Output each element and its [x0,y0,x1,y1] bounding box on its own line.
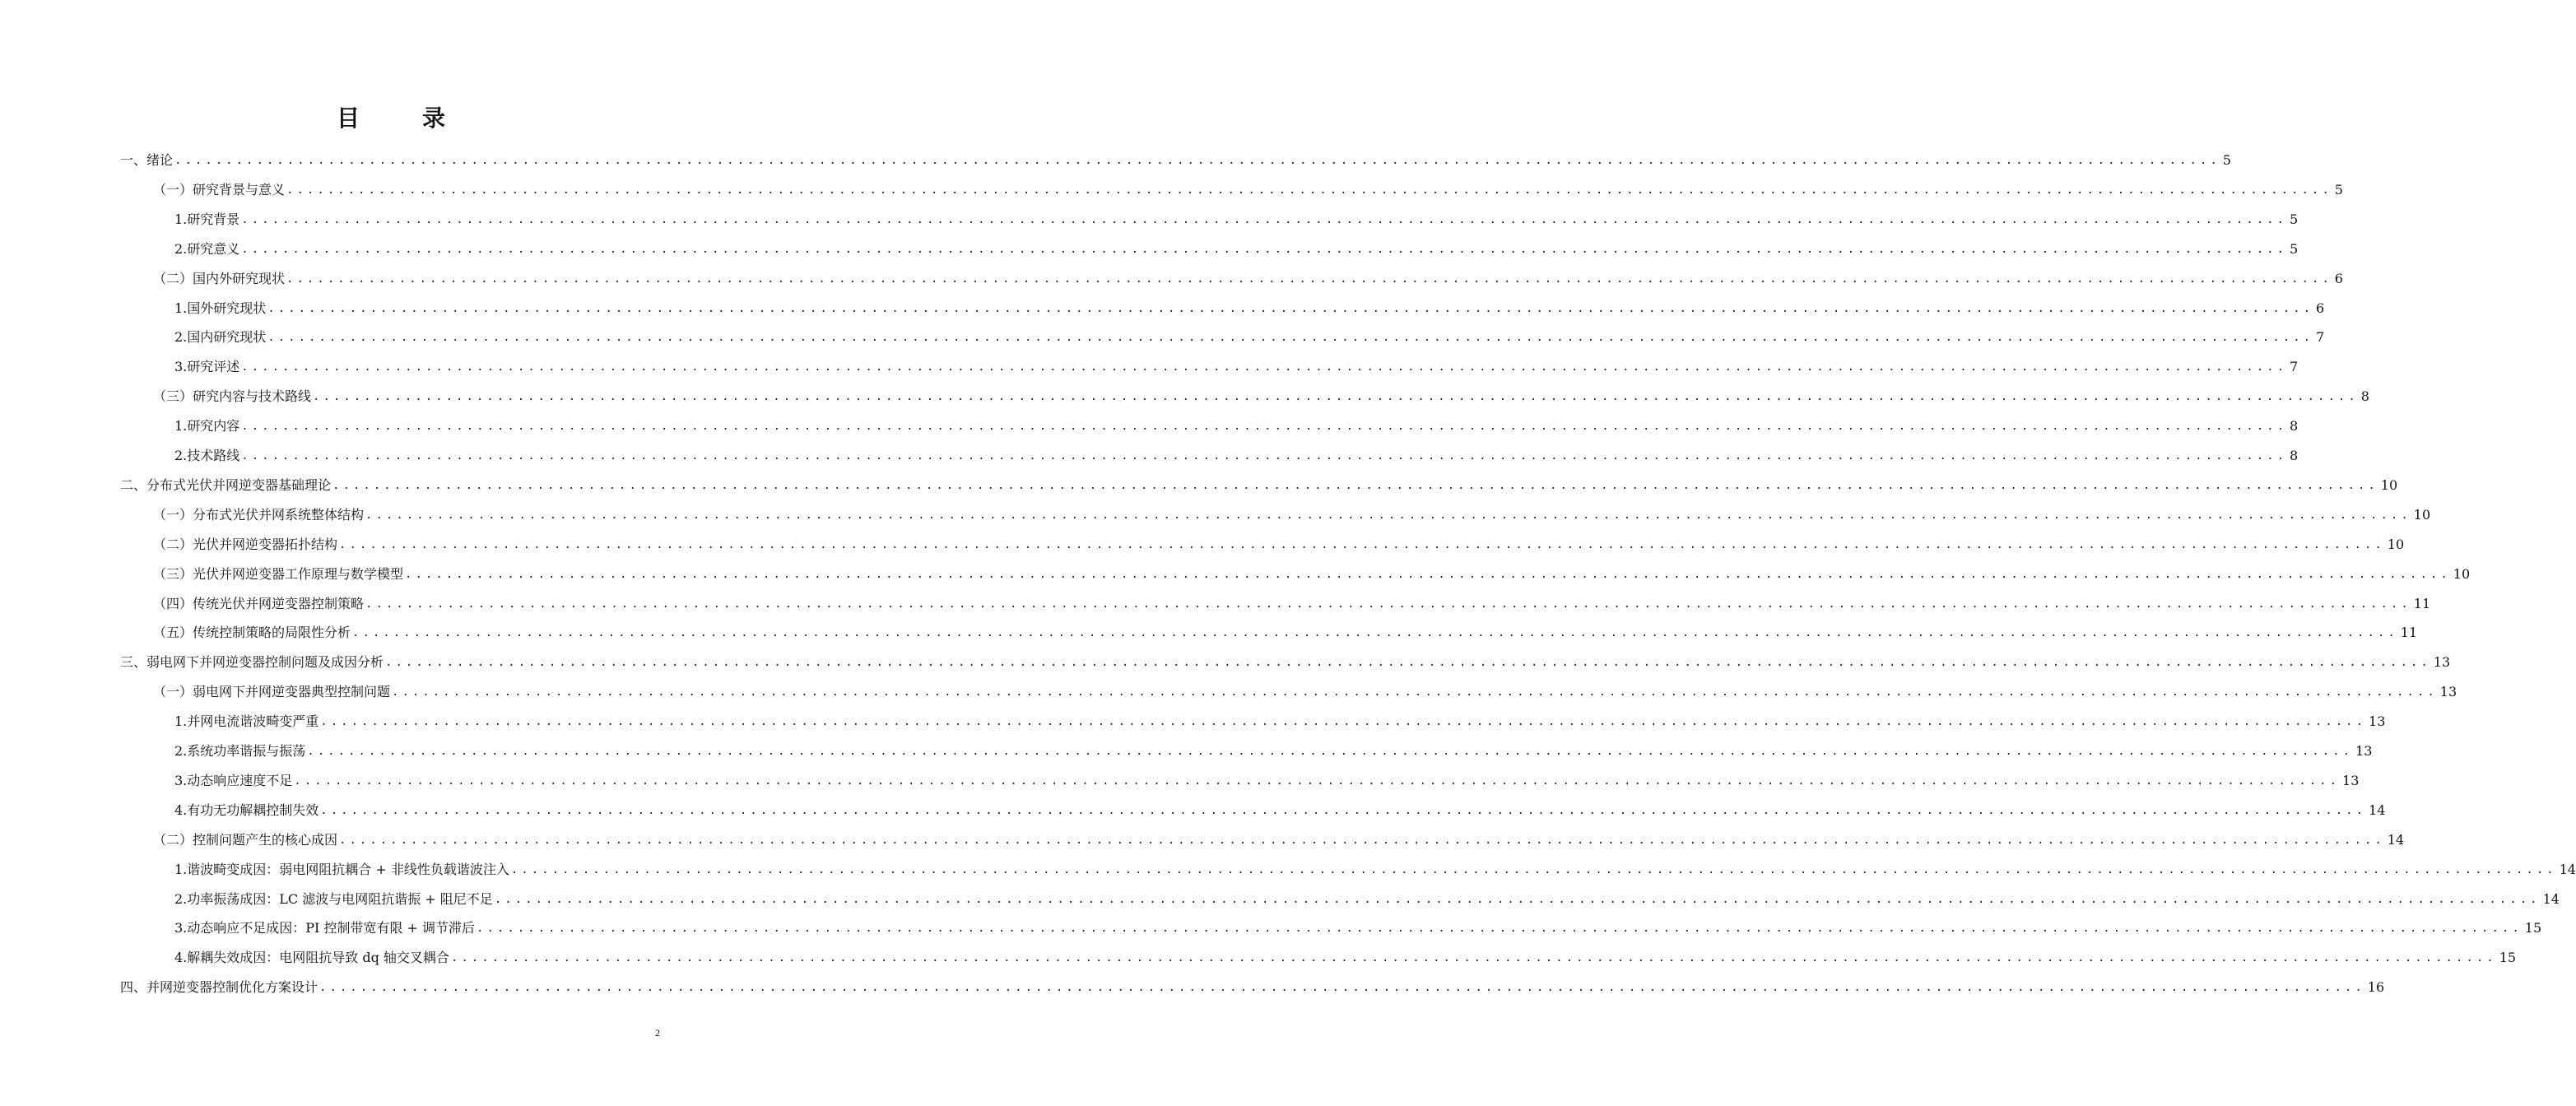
toc-entry-page: 7 [2316,329,2325,346]
toc-entry[interactable] [153,560,2471,589]
toc-leader-dots: ........................................................................................................................................................................................................ [332,478,2378,492]
toc-entry-label: 1.研究内容 [174,418,240,434]
toc-entry-label: （四）传统光伏并网逆变器控制策略 [153,595,365,611]
toc-entry[interactable] [174,411,2299,441]
toc-leader-dots: ........................................................................................................................................................................................................ [286,272,2332,286]
toc-entry-page: 10 [2453,565,2471,582]
toc-entry-page: 14 [2542,890,2560,907]
toc-entry-page: 13 [2439,684,2457,700]
toc-entry[interactable] [153,677,2457,707]
toc-entry[interactable] [153,618,2418,648]
toc-leader-dots: ........................................................................................................................................................................................................ [494,892,2541,906]
toc-entry[interactable] [120,973,2385,1002]
toc-entry[interactable] [153,530,2405,560]
toc-entry-label: （二）光伏并网逆变器拓扑结构 [153,536,338,552]
toc-entry-label: 1.谐波畸变成因：弱电网阻抗耦合 + 非线性负载谐波注入 [174,861,509,877]
toc-entry-page: 5 [2222,152,2231,168]
toc-entry-label: 3.动态响应不足成因：PI 控制带宽有限 + 调节滞后 [174,920,476,936]
toc-entry-label: 四、并网逆变器控制优化方案设计 [120,979,319,996]
toc-entry[interactable] [174,737,2373,766]
toc-entry[interactable] [120,648,2451,677]
toc-leader-dots: ........................................................................................................................................................................................................ [510,862,2557,876]
toc-entry[interactable] [174,352,2299,382]
toc-entry[interactable] [174,913,2542,943]
toc-entry-label: 三、弱电网下并网逆变器控制问题及成因分析 [120,654,384,671]
toc-leader-dots: ........................................................................................................................................................................................................ [320,715,2367,729]
toc-entry-page: 13 [2433,654,2451,671]
toc-leader-dots: ........................................................................................................................................................................................................ [294,774,2341,788]
toc-entry-label: （三）光伏并网逆变器工作原理与数学模型 [153,565,404,582]
toc-entry[interactable] [174,205,2299,235]
toc-leader-dots: ........................................................................................................................................................................................................ [320,803,2367,817]
toc-entry[interactable] [153,589,2431,619]
toc-entry-label: 1.国外研究现状 [174,300,267,316]
toc-entry-label: （二）国内外研究现状 [153,270,286,286]
toc-leader-dots: ........................................................................................................................................................................................................ [477,922,2523,936]
toc-leader-dots: ........................................................................................................................................................................................................ [352,626,2398,640]
toc-entry[interactable] [153,382,2369,411]
toc-entry-page: 8 [2290,448,2299,463]
toc-leader-dots: ........................................................................................................................................................................................................ [450,951,2497,965]
toc-entry[interactable] [153,500,2431,530]
toc-entry-page: 11 [2400,625,2418,641]
toc-entry-page: 8 [2290,418,2299,434]
toc-entry-label: （一）弱电网下并网逆变器典型控制问题 [153,684,391,700]
toc-entry-label: 4.解耦失效成因：电网阻抗导致 dq 轴交叉耦合 [174,950,449,966]
toc-entry[interactable] [174,943,2517,973]
toc-entry-label: 二、分布式光伏并网逆变器基础理论 [120,476,332,493]
toc-entry-label: 2.国内研究现状 [174,329,267,346]
toc-leader-dots: ........................................................................................................................................................................................................ [307,745,2354,758]
toc-entry-page: 13 [2355,743,2373,759]
toc-entry-label: 2.技术路线 [174,448,240,463]
toc-entry[interactable] [153,175,2343,205]
toc-entry-label: 3.动态响应速度不足 [174,772,293,788]
toc-entry[interactable] [174,796,2386,825]
toc-entry[interactable] [153,825,2405,855]
toc-entry[interactable] [174,707,2386,737]
toc-leader-dots: ........................................................................................................................................................................................................ [365,508,2411,522]
toc-entry-label: 2.功率振荡成因：LC 滤波与电网阻抗谐振 + 阻尼不足 [174,890,493,907]
toc-entry[interactable] [120,146,2231,175]
toc-entry-page: 5 [2290,240,2299,257]
toc-entry-label: 1.研究背景 [174,211,240,227]
toc-entry-label: （二）控制问题产生的核心成因 [153,831,338,848]
toc-leader-dots: ........................................................................................................................................................................................................ [267,331,2314,345]
toc-leader-dots: ........................................................................................................................................................................................................ [365,597,2411,611]
toc-entry-label: （五）传统控制策略的局限性分析 [153,625,351,641]
toc-entry-page: 13 [2342,772,2360,788]
toc-leader-dots: ........................................................................................................................................................................................................ [313,390,2359,404]
toc-entry-page: 10 [2413,506,2431,523]
toc-entry-page: 13 [2369,713,2386,730]
toc-entry[interactable] [174,323,2325,352]
toc-leader-dots: ........................................................................................................................................................................................................ [405,567,2451,581]
toc-entry-page: 14 [2559,861,2576,877]
toc-leader-dots: ........................................................................................................................................................................................................ [339,833,2385,847]
toc-leader-dots: ........................................................................................................................................................................................................ [339,537,2385,551]
toc-entry-page: 16 [2367,979,2385,996]
toc-leader-dots: ........................................................................................................................................................................................................ [241,242,2288,256]
toc-leader-dots: ........................................................................................................................................................................................................ [241,360,2288,374]
page-number: 2 [655,1027,660,1039]
toc-entry[interactable] [174,766,2360,796]
toc-entry-page: 14 [2369,802,2386,818]
toc-entry-page: 5 [2290,211,2299,227]
toc-entry[interactable] [174,855,2576,885]
toc-entry-label: 3.研究评述 [174,359,240,375]
toc-entry-page: 8 [2360,388,2369,405]
toc-entry-page: 6 [2316,300,2325,316]
toc-entry[interactable] [174,441,2299,471]
toc-leader-dots: ........................................................................................................................................................................................................ [267,301,2314,315]
toc-leader-dots: ........................................................................................................................................................................................................ [319,981,2365,995]
toc-entry-label: 2.系统功率谐振与振荡 [174,743,306,759]
toc-entry-page: 5 [2334,181,2343,198]
toc-leader-dots: ........................................................................................................................................................................................................ [241,212,2288,226]
toc-entry-page: 14 [2387,831,2405,848]
toc-entry-label: （三）研究内容与技术路线 [153,388,312,405]
toc-entry[interactable] [174,294,2325,323]
toc-entry[interactable] [174,885,2560,914]
toc-leader-dots: ........................................................................................................................................................................................................ [286,183,2332,197]
toc-entry[interactable] [120,471,2398,500]
toc-leader-dots: ........................................................................................................................................................................................................ [392,685,2438,699]
toc-entry-page: 6 [2334,270,2343,286]
toc-entry-page: 11 [2413,595,2431,611]
toc-entry-page: 15 [2524,920,2542,936]
toc-leader-dots: ........................................................................................................................................................................................................ [385,656,2431,670]
toc-entry-label: 1.并网电流谐波畸变严重 [174,713,319,730]
toc-leader-dots: ........................................................................................................................................................................................................ [241,449,2288,462]
toc-title: 目 录 [336,105,465,132]
toc-entry-label: 一、绪论 [120,152,174,168]
toc-entry[interactable] [153,264,2343,294]
toc-leader-dots: ........................................................................................................................................................................................................ [174,154,2220,167]
toc-leader-dots: ........................................................................................................................................................................................................ [241,420,2288,434]
toc-entry[interactable] [174,235,2299,264]
toc-entry-label: 4.有功无功解耦控制失效 [174,802,319,818]
toc-entry-page: 7 [2290,359,2299,375]
toc-entry-page: 10 [2387,536,2405,552]
toc-entry-label: 2.研究意义 [174,240,240,257]
toc-entry-page: 15 [2499,950,2517,966]
toc-entry-label: （一）分布式光伏并网系统整体结构 [153,506,365,523]
toc-entry-page: 10 [2380,476,2398,493]
toc-entry-label: （一）研究背景与意义 [153,181,286,198]
